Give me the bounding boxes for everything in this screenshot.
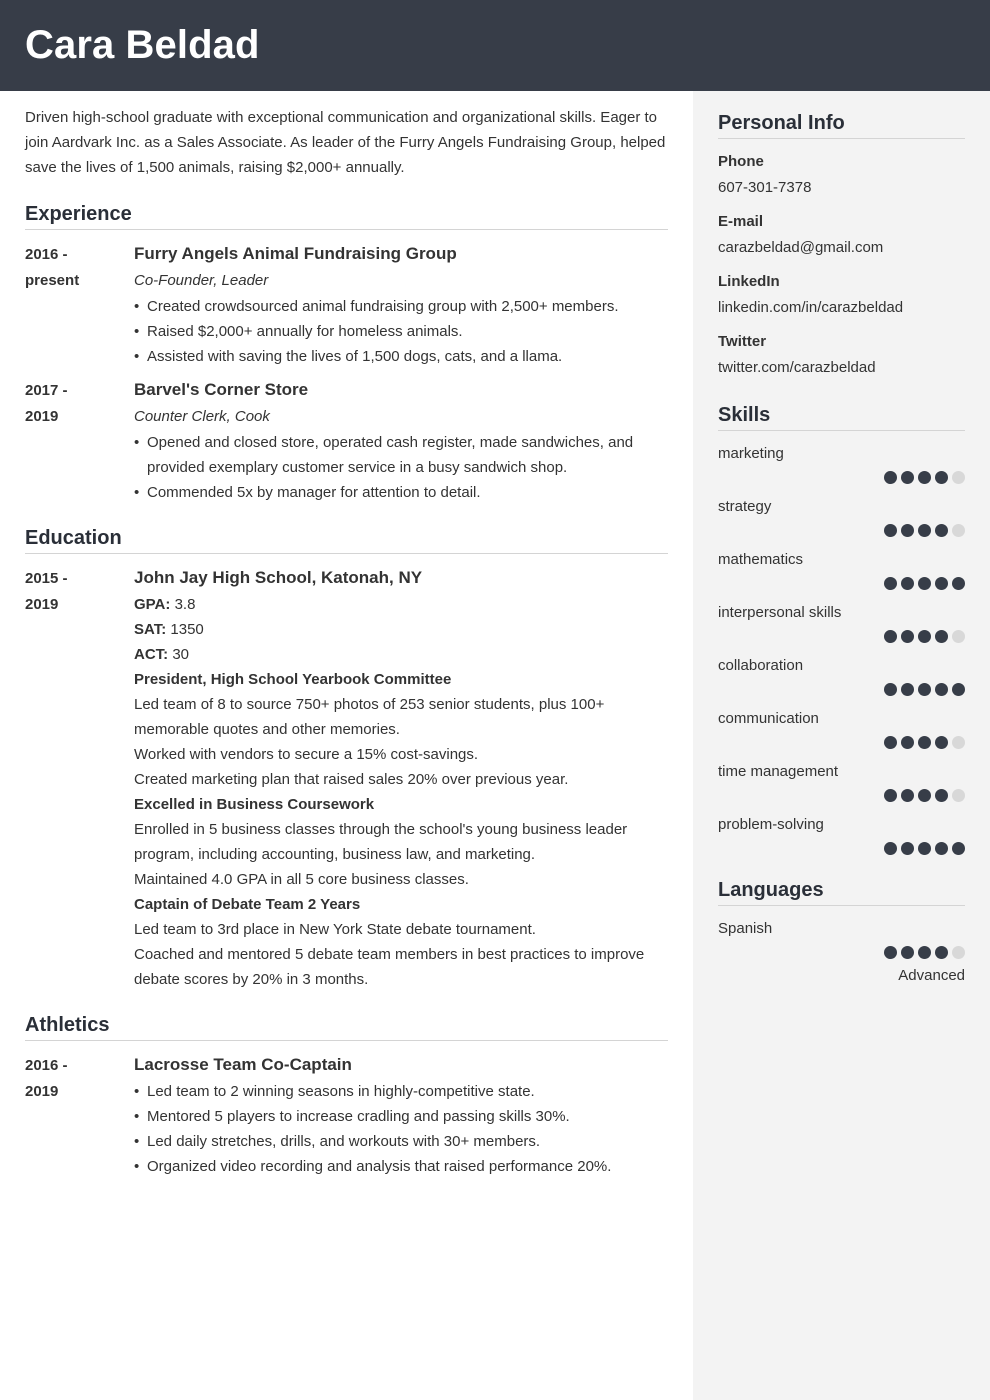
score-act [134,642,668,667]
filled-dot-icon [935,842,948,855]
date-end: 2019 [25,1083,59,1100]
filled-dot-icon [935,630,948,643]
entry-title: Barvel's Corner Store [134,380,309,399]
filled-dot-icon [901,736,914,749]
score-value: 30 [172,646,190,663]
filled-dot-icon [884,471,897,484]
bullet-item: • Organized video recording and analysis that raised performance 20%. [134,1154,668,1179]
section-title-education: Education [25,525,668,554]
activity-line: Created marketing plan that raised sales 20% over previous year. [134,771,569,788]
rating-dots [718,946,965,959]
filled-dot-icon [935,524,948,537]
rating-dots [718,577,965,590]
filled-dot-icon [952,683,965,696]
linkedin-value[interactable]: linkedin.com/in/carazbeldad [718,299,904,316]
languages-section [718,877,965,985]
bullet-item: • Raised $2,000+ annually for homeless animals. [134,319,668,344]
filled-dot-icon [935,577,948,590]
bullet-list [134,294,668,369]
filled-dot-icon [884,736,897,749]
email-value[interactable]: carazbeldad@gmail.com [718,239,884,256]
score-label: ACT: [134,646,169,663]
athletics-section [25,1012,668,1179]
skill-name: collaboration [718,657,804,674]
date-start: 2017 - [25,382,68,399]
skill-item [718,445,965,484]
filled-dot-icon [901,789,914,802]
phone-label: Phone [718,153,764,170]
entry-date [25,566,134,992]
filled-dot-icon [901,524,914,537]
entry-body [134,1053,668,1179]
score-label: GPA: [134,596,171,613]
activity-line: Enrolled in 5 business classes through the school's young business leader program, including accounting, business law, and marketing. [134,821,628,863]
filled-dot-icon [918,842,931,855]
entry-date [25,242,134,369]
activity-line: Led team to 3rd place in New York State debate tournament. [134,921,536,938]
bullet-item: • Led team to 2 winning seasons in highly-competitive state. [134,1079,668,1104]
rating-dots [718,842,965,855]
score-value: 1350 [170,621,204,638]
skill-name: marketing [718,445,784,462]
education-entry [25,566,668,992]
experience-entry [25,242,668,369]
rating-dots [718,630,965,643]
filled-dot-icon [901,842,914,855]
filled-dot-icon [918,630,931,643]
email-label: E-mail [718,213,764,230]
empty-dot-icon [952,524,965,537]
section-title-languages: Languages [718,877,965,906]
section-title-skills: Skills [718,402,965,431]
skill-name: communication [718,710,819,727]
filled-dot-icon [901,471,914,484]
skills-list [718,445,965,855]
entry-body [134,566,668,992]
bullet-item: • Commended 5x by manager for attention to detail. [134,480,668,505]
filled-dot-icon [935,946,948,959]
skill-name: strategy [718,498,772,515]
filled-dot-icon [918,577,931,590]
filled-dot-icon [884,630,897,643]
filled-dot-icon [952,842,965,855]
twitter-label: Twitter [718,333,767,350]
empty-dot-icon [952,471,965,484]
sidebar [718,110,965,985]
personal-info-section [718,110,965,378]
filled-dot-icon [935,789,948,802]
filled-dot-icon [884,789,897,802]
activity-heading: President, High School Yearbook Committee [134,671,452,688]
linkedin-label: LinkedIn [718,273,780,290]
bullet-item: • Led daily stretches, drills, and workouts with 30+ members. [134,1129,668,1154]
entry-date [25,1053,134,1179]
score-sat [134,617,668,642]
filled-dot-icon [935,683,948,696]
entry-body [134,378,668,505]
entry-body [134,242,668,369]
bullet-list [134,430,668,505]
rating-dots [718,683,965,696]
main-column [25,105,668,1179]
entry-role: Counter Clerk, Cook [134,408,270,425]
twitter-value[interactable]: twitter.com/carazbeldad [718,359,876,376]
skill-name: problem-solving [718,816,824,833]
entry-title: Furry Angels Animal Fundraising Group [134,244,457,263]
skill-item [718,763,965,802]
empty-dot-icon [952,630,965,643]
skill-name: mathematics [718,551,804,568]
bullet-item: • Created crowdsourced animal fundraising group with 2,500+ members. [134,294,668,319]
skills-section [718,402,965,855]
rating-dots [718,736,965,749]
filled-dot-icon [918,683,931,696]
filled-dot-icon [901,946,914,959]
filled-dot-icon [935,471,948,484]
rating-dots [718,789,965,802]
filled-dot-icon [884,577,897,590]
score-gpa [134,592,668,617]
section-title-athletics: Athletics [25,1012,668,1041]
filled-dot-icon [918,736,931,749]
date-start: 2016 - [25,1057,68,1074]
school-name: John Jay High School, Katonah, NY [134,568,423,587]
bullet-item: • Mentored 5 players to increase cradling and passing skills 30%. [134,1104,668,1129]
filled-dot-icon [918,524,931,537]
bullet-item: • Opened and closed store, operated cash register, made sandwiches, and provided exemplary customer service in a busy sandwich shop. [134,430,668,480]
date-start: 2015 - [25,570,68,587]
filled-dot-icon [952,577,965,590]
date-end: 2019 [25,596,59,613]
entry-role: Co-Founder, Leader [134,272,269,289]
empty-dot-icon [952,736,965,749]
section-title-experience: Experience [25,201,668,230]
empty-dot-icon [952,946,965,959]
filled-dot-icon [901,683,914,696]
date-start: 2016 - [25,246,68,263]
date-end: 2019 [25,408,59,425]
skill-item [718,710,965,749]
bullet-list [134,1079,668,1179]
summary: Driven high-school graduate with exceptional communication and organizational skills. Eager to join Aardvark Inc. as a Sales Associate. As leader of the Furry Angels Fundraising Group, helped save the lives of 1,500 animals, raising $2,000+ annually. [25,109,666,176]
entry-date [25,378,134,505]
language-item [718,920,965,985]
athletics-entry [25,1053,668,1179]
rating-dots [718,524,965,537]
experience-section [25,201,668,505]
skill-item [718,816,965,855]
filled-dot-icon [884,683,897,696]
language-level: Advanced [898,967,965,984]
filled-dot-icon [884,524,897,537]
activity-line: Maintained 4.0 GPA in all 5 core business classes. [134,871,469,888]
filled-dot-icon [901,577,914,590]
entry-title: Lacrosse Team Co-Captain [134,1055,352,1074]
filled-dot-icon [918,946,931,959]
skill-item [718,498,965,537]
experience-entry [25,378,668,505]
filled-dot-icon [918,471,931,484]
activity-line: Led team of 8 to source 750+ photos of 253 senior students, plus 100+ memorable quotes and other memories. [134,696,605,738]
filled-dot-icon [935,736,948,749]
activity-line: Worked with vendors to secure a 15% cost-savings. [134,746,479,763]
date-end: present [25,272,80,289]
filled-dot-icon [884,946,897,959]
section-title-personal-info: Personal Info [718,110,965,139]
filled-dot-icon [884,842,897,855]
education-section [25,525,668,992]
skill-item [718,604,965,643]
score-label: SAT: [134,621,167,638]
skill-name: interpersonal skills [718,604,842,621]
skill-item [718,551,965,590]
skill-name: time management [718,763,839,780]
score-value: 3.8 [174,596,196,613]
bullet-item: • Assisted with saving the lives of 1,500 dogs, cats, and a llama. [134,344,668,369]
language-name: Spanish [718,920,773,937]
activity-heading: Captain of Debate Team 2 Years [134,896,361,913]
resume-header [0,0,990,91]
activity-heading: Excelled in Business Coursework [134,796,375,813]
candidate-name: Cara Beldad [25,23,260,67]
rating-dots [718,471,965,484]
languages-list [718,920,965,985]
filled-dot-icon [901,630,914,643]
empty-dot-icon [952,789,965,802]
skill-item [718,657,965,696]
filled-dot-icon [918,789,931,802]
activity-line: Coached and mentored 5 debate team members in best practices to improve debate scores by 20% in 3 months. [134,946,645,988]
phone-value: 607-301-7378 [718,179,812,196]
